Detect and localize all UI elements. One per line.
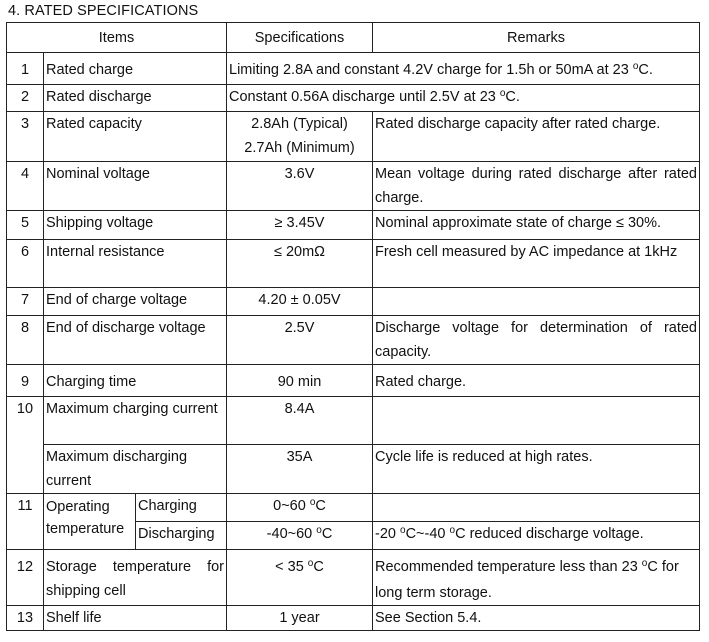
spec-value: 4.20 ± 0.05V bbox=[227, 288, 373, 316]
sub-item-label: Charging bbox=[136, 494, 227, 522]
remark: Nominal approximate state of charge ≤ 30%. bbox=[373, 211, 700, 240]
table-row bbox=[7, 606, 700, 631]
remark bbox=[373, 494, 700, 522]
table-row bbox=[7, 85, 700, 112]
table-row bbox=[7, 316, 700, 365]
spec-value: ≤ 20mΩ bbox=[227, 240, 373, 288]
row-number: 9 bbox=[7, 365, 44, 397]
row-number: 11 bbox=[7, 494, 44, 550]
table-row bbox=[7, 53, 700, 85]
remark: See Section 5.4. bbox=[373, 606, 700, 631]
spec-value: ≥ 3.45V bbox=[227, 211, 373, 240]
item-label: Internal resistance bbox=[44, 240, 227, 288]
header-items: Items bbox=[7, 23, 227, 53]
item-label: Maximum charging current bbox=[44, 397, 227, 445]
table-row bbox=[7, 211, 700, 240]
row-number: 12 bbox=[7, 550, 44, 606]
row-number: 3 bbox=[7, 112, 44, 162]
spec-value: 35A bbox=[227, 445, 373, 494]
remark: Discharge voltage for determination of rated capacity. bbox=[373, 316, 700, 365]
table-row bbox=[7, 494, 700, 522]
spec-value: 8.4A bbox=[227, 397, 373, 445]
spec-value: -40~60 $^o$C bbox=[227, 522, 373, 550]
remark bbox=[373, 288, 700, 316]
spec-value: 2.8Ah (Typical) 2.7Ah (Minimum) bbox=[227, 112, 373, 162]
row-number: 2 bbox=[7, 85, 44, 112]
spec-value: 90 min bbox=[227, 365, 373, 397]
header-specifications: Specifications bbox=[227, 23, 373, 53]
remark: Mean voltage during rated discharge after rated charge. bbox=[373, 162, 700, 211]
section-heading: 4. RATED SPECIFICATIONS bbox=[8, 3, 199, 19]
remark bbox=[373, 397, 700, 445]
remark: Rated discharge capacity after rated charge. bbox=[373, 112, 700, 162]
table-row bbox=[7, 445, 700, 494]
header-row bbox=[7, 23, 700, 53]
table-row bbox=[7, 162, 700, 211]
item-label: End of discharge voltage bbox=[44, 316, 227, 365]
item-label: Rated capacity bbox=[44, 112, 227, 162]
sub-item-label: Discharging bbox=[136, 522, 227, 550]
spec-value: < 35 $^o$C bbox=[227, 550, 373, 606]
item-label: Storage temperature for shipping cell bbox=[44, 550, 227, 606]
table-row bbox=[7, 240, 700, 288]
item-label: Shelf life bbox=[44, 606, 227, 631]
row-number: 10 bbox=[7, 397, 44, 494]
row-number: 8 bbox=[7, 316, 44, 365]
table-row bbox=[7, 550, 700, 606]
spec-value: 1 year bbox=[227, 606, 373, 631]
item-label: Nominal voltage bbox=[44, 162, 227, 211]
spec-value: 2.5V bbox=[227, 316, 373, 365]
row-number: 13 bbox=[7, 606, 44, 631]
item-label: Charging time bbox=[44, 365, 227, 397]
row-number: 1 bbox=[7, 53, 44, 85]
remark: Cycle life is reduced at high rates. bbox=[373, 445, 700, 494]
item-label: Rated discharge bbox=[44, 85, 227, 112]
remark: -20 $^o$C~-40 $^o$C reduced discharge voltage. bbox=[373, 522, 700, 550]
remark: Fresh cell measured by AC impedance at 1kHz bbox=[373, 240, 700, 288]
row-number: 7 bbox=[7, 288, 44, 316]
row-number: 6 bbox=[7, 240, 44, 288]
table-row bbox=[7, 397, 700, 445]
table-row bbox=[7, 365, 700, 397]
item-label: Operating temperature bbox=[44, 494, 136, 550]
table-row bbox=[7, 288, 700, 316]
rated-specifications-table bbox=[6, 22, 700, 631]
spec-value: 3.6V bbox=[227, 162, 373, 211]
item-label: End of charge voltage bbox=[44, 288, 227, 316]
spec-value: Limiting 2.8A and constant 4.2V charge for 1.5h or 50mA at 23 $^o$C. bbox=[227, 53, 700, 85]
remark: Rated charge. bbox=[373, 365, 700, 397]
table-row bbox=[7, 112, 700, 162]
item-label: Shipping voltage bbox=[44, 211, 227, 240]
spec-value: 0~60 $^o$C bbox=[227, 494, 373, 522]
spec-value: Constant 0.56A discharge until 2.5V at 23 $^o$C. bbox=[227, 85, 700, 112]
header-remarks: Remarks bbox=[373, 23, 700, 53]
remark: Recommended temperature less than 23 $^o$C for long term storage. bbox=[373, 550, 700, 606]
item-label: Maximum discharging current bbox=[44, 445, 227, 494]
row-number: 5 bbox=[7, 211, 44, 240]
item-label: Rated charge bbox=[44, 53, 227, 85]
row-number: 4 bbox=[7, 162, 44, 211]
